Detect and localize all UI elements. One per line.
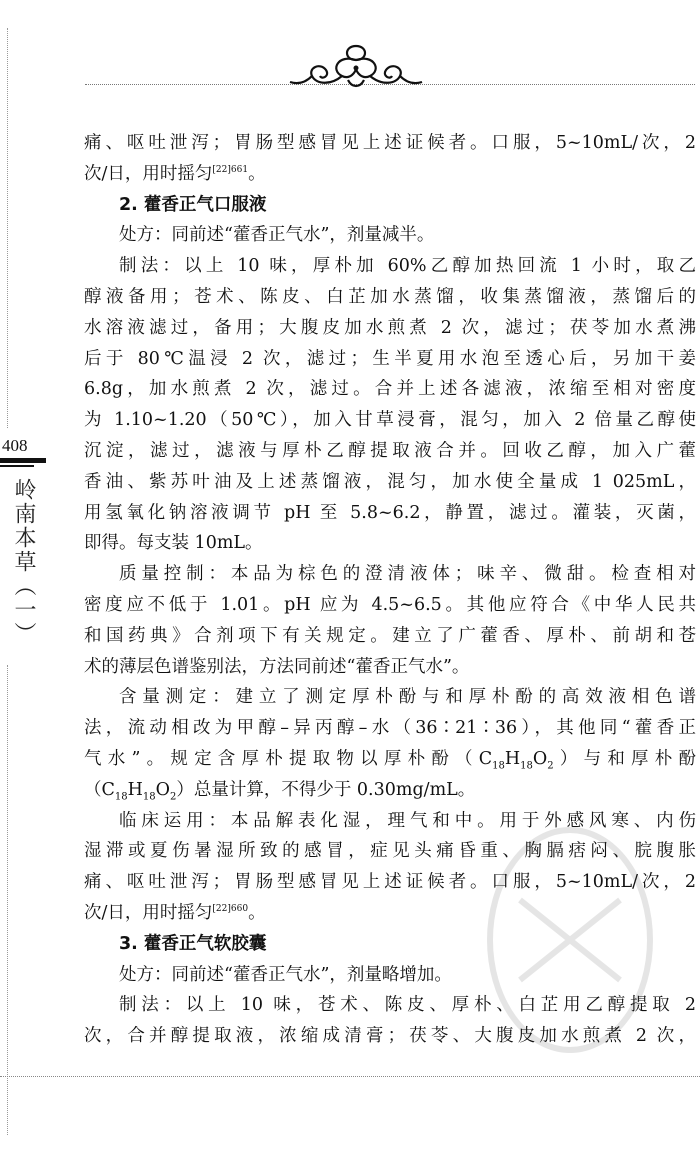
page-number-bar-thin (0, 465, 34, 467)
text-line: 次/日，用时摇匀$^{[22]661}$。 (84, 163, 266, 184)
text-line: 制法：以上 10 味，苍术、陈皮、厚朴、白芷用乙醇提取 2 (119, 995, 696, 1016)
text-line: 术的薄层色谱鉴别法，方法同前述“藿香正气水”。 (84, 656, 470, 677)
text-line: 即得。每支装 10mL。 (84, 533, 263, 554)
text-line: 法，流动相改为甲醇–异丙醇–水（36∶21∶36），其他同“藿香正 (84, 718, 696, 739)
text-line: 湿滞或夏伤暑湿所致的感冒，症见头痛昏重、胸膈痞闷、脘腹胀 (84, 841, 696, 862)
header-ornament-icon (286, 40, 426, 96)
text-line: 和国药典》合剂项下有关规定。建立了广藿香、厚朴、前胡和苍 (84, 625, 696, 646)
page-number-bar (0, 458, 46, 463)
page-number: 408 (2, 436, 28, 455)
text-line: 沉淀，滤过，滤液与厚朴乙醇提取液合并。回收乙醇，加入广藿 (84, 440, 696, 461)
text-line: 后于 80℃温浸 2 次，滤过；生半夏用水泡至透心后，另加干姜 (84, 348, 696, 369)
text-line: 含量测定：建立了测定厚朴酚与和厚朴酚的高效液相色谱 (119, 687, 696, 708)
margin-rule-top (7, 28, 8, 428)
text-line: $(C_{18}H_{18}O_2)$总量计算，不得少于 0.30mg/mL。 (84, 779, 476, 803)
text-line: 处方：同前述“藿香正气水”，剂量减半。 (119, 225, 435, 246)
text-line: 用氢氧化钠溶液调节 pH 至 5.8~6.2，静置，滤过。灌装，灭菌， (84, 502, 696, 523)
text-line: 密度应不低于 1.01。pH 应为 4.5~6.5。其他应符合《中华人民共 (84, 594, 696, 615)
text-line: 痛、呕吐泄泻；胃肠型感冒见上述证候者。口服，5~10mL/次，2 (84, 133, 696, 153)
text-line: 制法：以上 10 味，厚朴加 60%乙醇加热回流 1 小时，取乙 (119, 256, 696, 277)
book-side-title: 岭南本草（一） (11, 478, 36, 646)
text-line: 为 1.10~1.20（50℃），加入甘草浸膏，混匀，加入 2 倍量乙醇使 (84, 410, 696, 431)
text-line: 气水”。规定含厚朴提取物以厚朴酚$(C_{18}H_{18}O_2)$与和厚朴酚 (84, 748, 696, 772)
text-line: 香油、紫苏叶油及上述蒸馏液，混匀，加水使全量成 1 025mL， (84, 471, 696, 492)
text-line: 处方：同前述“藿香正气水”，剂量略增加。 (119, 964, 452, 985)
text-line: 醇液备用；苍术、陈皮、白芷加水蒸馏，收集蒸馏液，蒸馏后的 (84, 286, 696, 307)
text-line: 痛、呕吐泄泻；胃肠型感冒见上述证候者。口服，5~10mL/次，2 (84, 872, 696, 893)
text-line: 次/日，用时摇匀$^{[22]660}$。 (84, 902, 266, 923)
text-line: 质量控制：本品为棕色的澄清液体；味辛、微甜。检查相对 (119, 564, 696, 585)
text-line: 次，合并醇提取液，浓缩成清膏；茯苓、大腹皮加水煎煮 2 次， (84, 1026, 696, 1047)
watermark-stamp-icon (470, 810, 670, 1070)
section-heading: 3. 藿香正气软胶囊 (119, 933, 267, 954)
text-line: 临床运用：本品解表化湿，理气和中。用于外感风寒、内伤 (119, 810, 696, 831)
footer-rule (0, 1076, 700, 1077)
section-heading: 2. 藿香正气口服液 (119, 194, 267, 215)
text-line: 6.8g，加水煎煮 2 次，滤过。合并上述各滤液，浓缩至相对密度 (84, 379, 696, 400)
margin-rule-bottom (7, 665, 8, 1135)
text-line: 水溶液滤过，备用；大腹皮加水煎煮 2 次，滤过；茯苓加水煮沸 (84, 317, 696, 338)
